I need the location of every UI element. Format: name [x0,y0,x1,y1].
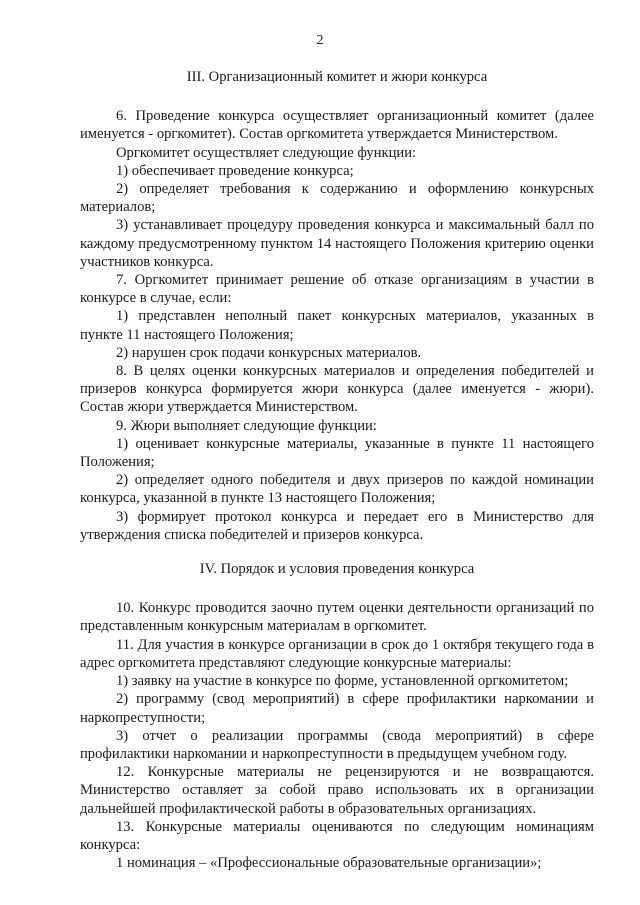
document-body [80,68,594,872]
paragraph: 10. Конкурс проводится заочно путем оценки деятельности организаций по представленным конкурсным материалам в оргкомитет. [80,600,594,635]
paragraph: 8. В целях оценки конкурсных материалов и определения победителей и призеров конкурса формируется жюри конкурса (далее именуется - жюри). Состав жюри утверждается Министерством. [80,363,594,416]
list-item: 1) заявку на участие в конкурсе по форме, установленной оргкомитетом; [116,673,569,690]
paragraph: Оргкомитет осуществляет следующие функции: [116,144,417,161]
list-item: 3) формирует протокол конкурса и передает его в Министерство для утверждения списка победителей и призеров конкурса. [80,508,594,543]
list-item: 1) представлен неполный пакет конкурсных материалов, указанных в пункте 11 настоящего Положения; [80,308,594,343]
paragraph: 13. Конкурсные материалы оцениваются по следующим номинациям конкурса: [80,818,594,853]
section-title: III. Организационный комитет и жюри конкурса [186,69,488,85]
list-item: 1) оценивает конкурсные материалы, указанные в пункте 11 настоящего Положения; [80,435,594,471]
paragraph: 9. Жюри выполняет следующие функции: [116,417,377,434]
list-item: 2) определяет одного победителя и двух призеров по каждой номинации конкурса, указанной в пункте 13 настоящего Положения; [80,472,594,507]
page-number: 2 [316,33,324,48]
paragraph: 6. Проведение конкурса осуществляет организационный комитет (далее именуется - оргкомитет). Состав оргкомитета утверждается Министерством. [80,108,594,143]
section-title: IV. Порядок и условия проведения конкурса [199,561,475,578]
list-item: 3) устанавливает процедуру проведения конкурса и максимальный балл по каждому предусмотренному пунктом 14 настоящего Положения критерию оценки участников конкурса. [80,217,594,270]
list-item: 2) нарушен срок подачи конкурсных материалов. [116,344,422,361]
list-item: 2) определяет требования к содержанию и оформлению конкурсных материалов; [80,181,594,216]
paragraph: 12. Конкурсные материалы не рецензируются и не возвращаются. Министерство оставляет за собой право использовать их в организации дальнейшей профилактической работы в образовательных организациях. [80,764,594,817]
list-item: 3) отчет о реализации программы (свода мероприятий) в сфере профилактики наркомании и наркопреступности в предыдущем учебном году. [80,727,594,762]
list-item: 1 номинация – «Профессиональные образовательные организации»; [116,855,542,872]
list-item: 2) программу (свод мероприятий) в сфере профилактики наркомании и наркопреступности; [80,691,594,726]
paragraph: 11. Для участия в конкурсе организации в срок до 1 октября текущего года в адрес оргкомитета представляют следующие конкурсные материалы: [80,636,594,671]
paragraph: 7. Оргкомитет принимает решение об отказе организациям в участии в конкурсе в случае, если: [80,272,594,307]
list-item: 1) обеспечивает проведение конкурса; [116,162,354,179]
